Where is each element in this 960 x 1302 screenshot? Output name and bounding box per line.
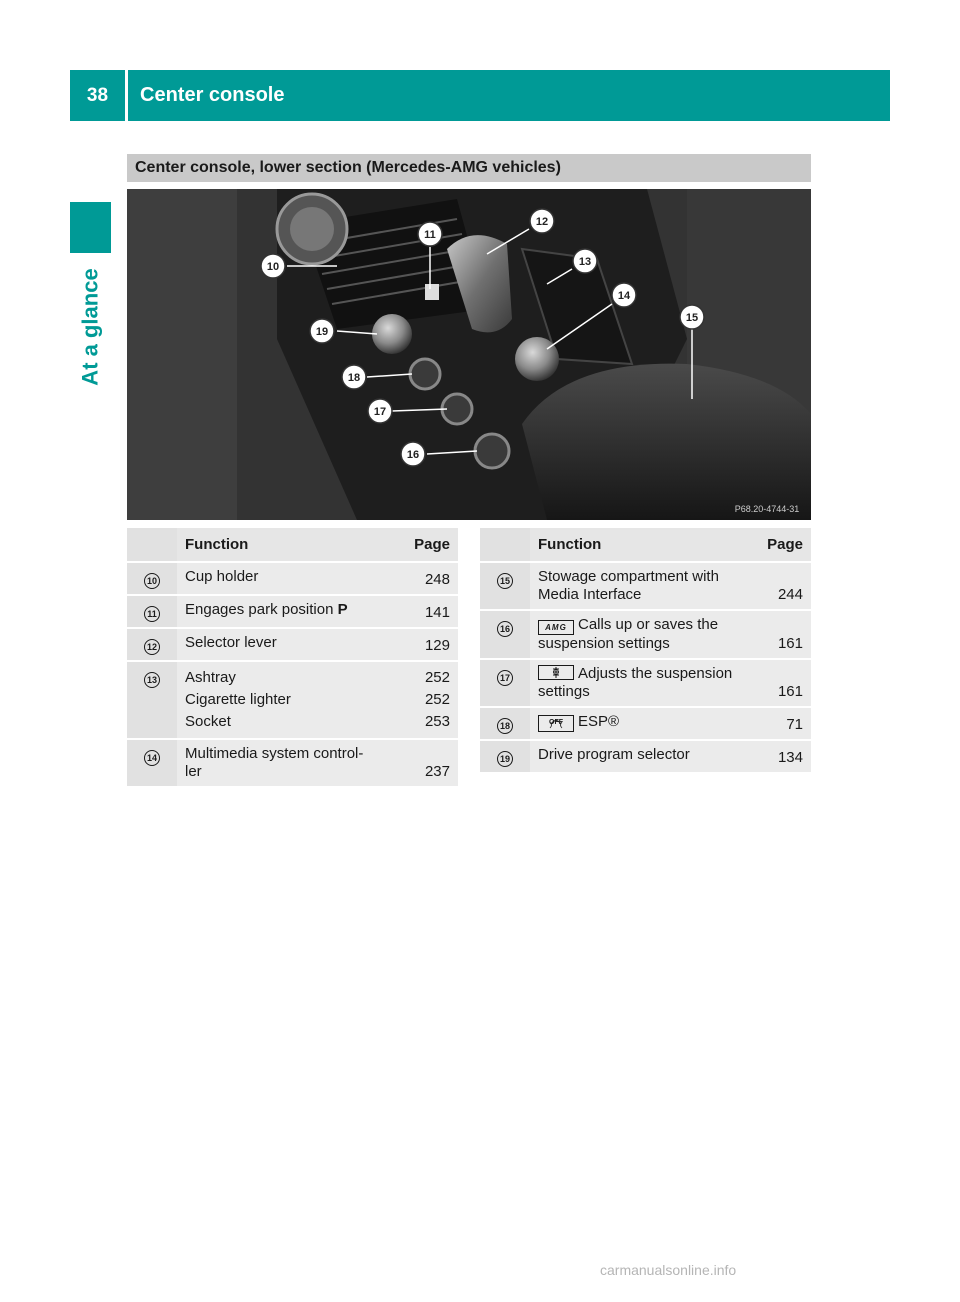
callout-10-label: 10 <box>266 261 280 273</box>
item-number-12: 12 <box>144 639 160 655</box>
item-number-19: 19 <box>497 751 513 767</box>
function-text: ler <box>185 763 202 780</box>
table-row <box>480 707 811 740</box>
section-title: Center console, lower section (Mercedes-AMG vehicles) <box>127 154 811 182</box>
item-number-17: 17 <box>497 670 513 686</box>
table-row <box>480 740 811 773</box>
callout-10 <box>261 254 285 278</box>
page-ref[interactable]: 134 <box>777 749 803 766</box>
callout-11-label: 11 <box>424 229 436 241</box>
side-tab-label: At a glance <box>77 268 103 386</box>
item-number-13: 13 <box>144 672 160 688</box>
function-text: Engages park position <box>185 601 334 618</box>
table-header-num <box>127 528 177 562</box>
table-header-function: Function <box>177 528 396 562</box>
page-ref[interactable]: 252 <box>424 691 450 708</box>
table-row <box>127 595 458 628</box>
callout-17 <box>368 399 392 423</box>
footer-watermark: carmanualsonline.info <box>600 1262 737 1278</box>
callout-14 <box>612 283 636 307</box>
callout-16-label: 16 <box>406 449 420 461</box>
callout-19 <box>310 319 334 343</box>
esp-off-icon <box>538 715 574 732</box>
table-header-page: Page <box>749 528 811 562</box>
page-number: 38 <box>70 70 125 121</box>
function-text: ESP® <box>578 713 620 730</box>
item-number-18: 18 <box>497 718 513 734</box>
callout-15 <box>680 305 704 329</box>
function-text: settings <box>538 683 590 700</box>
function-table-left <box>127 528 458 788</box>
page-ref[interactable]: 161 <box>777 683 803 700</box>
function-text: Ashtray <box>185 669 236 686</box>
page-ref[interactable]: 141 <box>424 604 450 621</box>
function-text: Cup holder <box>185 568 259 585</box>
item-number-11: 11 <box>144 606 160 622</box>
side-tab-marker <box>70 202 111 253</box>
page-ref[interactable]: 237 <box>424 763 450 780</box>
callout-17-label: 17 <box>373 406 387 418</box>
suspension-icon <box>538 665 574 680</box>
item-number-10: 10 <box>144 573 160 589</box>
page-ref[interactable]: 71 <box>786 716 803 733</box>
callout-12-label: 12 <box>535 216 549 228</box>
table-row <box>127 628 458 661</box>
page-ref[interactable]: 252 <box>424 669 450 686</box>
function-text: Media Interface <box>538 586 642 603</box>
amg-icon: AMG <box>538 620 574 635</box>
table-row <box>127 739 458 787</box>
photo-reference: P68.20-4744-31 <box>734 504 800 514</box>
callout-18-label: 18 <box>347 372 361 384</box>
table-header-page: Page <box>396 528 458 562</box>
page-ref[interactable]: 253 <box>424 713 450 730</box>
table-header-function: Function <box>530 528 749 562</box>
function-text: Multimedia system control- <box>185 745 364 762</box>
page-ref[interactable]: 161 <box>777 635 803 652</box>
side-tab <box>70 262 111 392</box>
table-row <box>480 659 811 707</box>
callout-12 <box>530 209 554 233</box>
item-number-14: 14 <box>144 750 160 766</box>
function-text: suspension settings <box>538 635 670 652</box>
function-table-right <box>480 528 811 774</box>
park-position-symbol: P <box>337 601 348 618</box>
function-text: Stowage compartment with <box>538 568 719 585</box>
callout-18 <box>342 365 366 389</box>
table-header-num <box>480 528 530 562</box>
function-text: Adjusts the suspension <box>578 665 733 682</box>
callout-13-label: 13 <box>578 256 592 268</box>
callout-14-label: 14 <box>617 290 631 302</box>
esp-off-label: OFF <box>549 719 563 726</box>
callout-13 <box>573 249 597 273</box>
item-number-15: 15 <box>497 573 513 589</box>
page-ref[interactable]: 129 <box>424 637 450 654</box>
page-ref[interactable]: 244 <box>777 586 803 603</box>
function-text: Selector lever <box>185 634 277 651</box>
item-number-16: 16 <box>497 621 513 637</box>
chapter-title: Center console <box>128 70 890 121</box>
table-row <box>127 661 458 739</box>
table-row <box>127 562 458 595</box>
callout-19-label: 19 <box>315 326 329 338</box>
function-text: Socket <box>185 713 231 730</box>
callout-16 <box>401 442 425 466</box>
callout-11 <box>418 222 442 246</box>
function-text: Drive program selector <box>538 746 690 763</box>
center-console-photo <box>127 189 811 520</box>
callout-15-label: 15 <box>685 312 699 324</box>
function-text: Calls up or saves the <box>578 616 719 633</box>
table-row <box>480 610 811 659</box>
page-ref[interactable]: 248 <box>424 571 450 588</box>
table-row <box>480 562 811 610</box>
function-text: Cigarette lighter <box>185 691 291 708</box>
